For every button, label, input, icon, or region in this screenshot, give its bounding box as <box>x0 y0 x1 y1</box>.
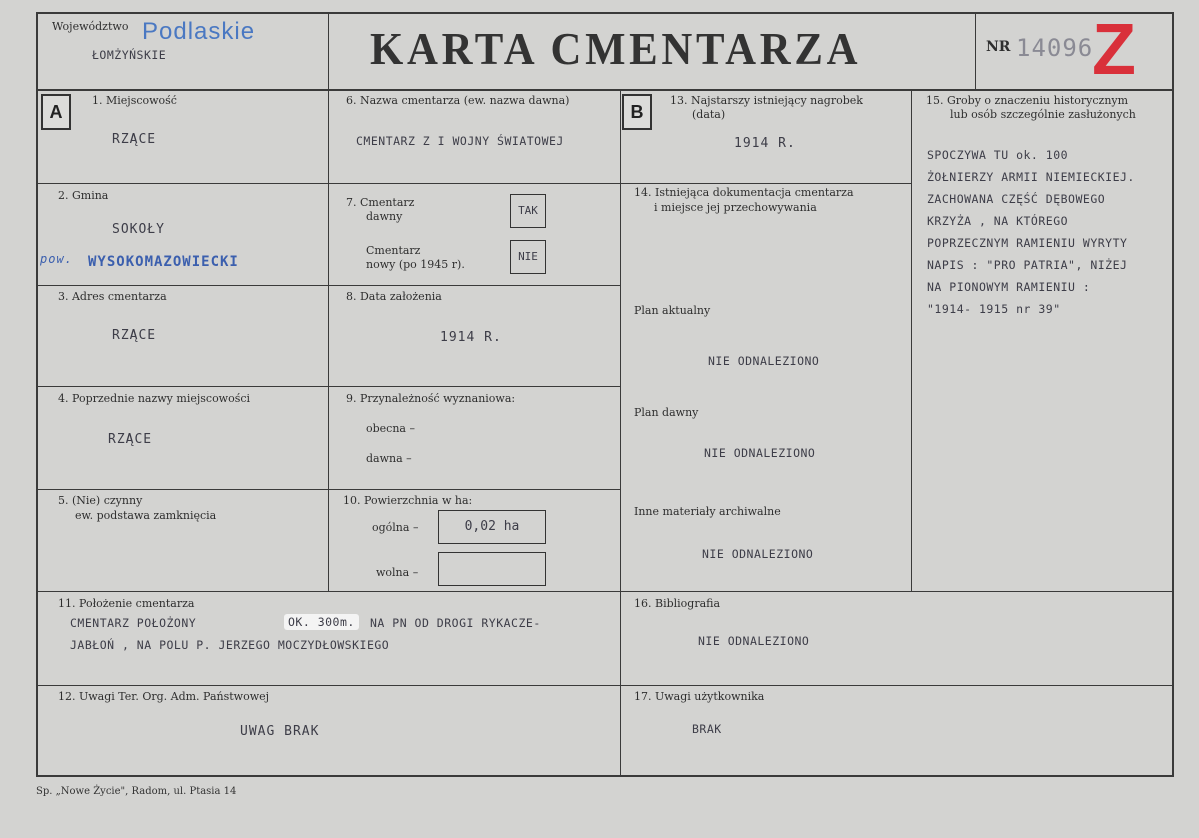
f11-line2: JABŁOŃ , NA POLU P. JERZEGO MOCZYDŁOWSKIEGO <box>70 638 390 652</box>
f15-label: 15. Groby o znaczeniu historycznym <box>926 94 1129 107</box>
b-row-line <box>620 183 912 184</box>
wojewodztwo-handwritten: ŁOMŻYŃSKIE <box>92 48 167 62</box>
f8-value: 1914 R. <box>440 330 502 345</box>
f9-label: 9. Przynależność wyznaniowa: <box>346 392 516 405</box>
f11-ok: OK. 300m. <box>284 614 359 630</box>
f2-value: SOKOŁY <box>112 222 165 237</box>
col-line-3 <box>911 89 912 591</box>
f7-dawny: dawny <box>366 210 403 223</box>
f10-ogolna: ogólna – <box>372 521 419 534</box>
f3-label: 3. Adres cmentarza <box>58 290 167 303</box>
row-line-6 <box>36 685 1174 686</box>
f8-label: 8. Data założenia <box>346 290 442 303</box>
row-line-1 <box>36 183 621 184</box>
printer-footer: Sp. „Nowe Życie", Radom, ul. Ptasia 14 <box>36 786 237 797</box>
f15-line: "1914- 1915 nr 39" <box>927 302 1061 316</box>
f4-label: 4. Poprzednie nazwy miejscowości <box>58 392 251 405</box>
f6-label: 6. Nazwa cmentarza (ew. nazwa dawna) <box>346 94 570 107</box>
wojewodztwo-stamp: Podlaskie <box>142 18 256 45</box>
f15-sub: lub osób szczególnie zasłużonych <box>950 108 1136 121</box>
f15-line: POPRZECZNYM RAMIENIU WYRYTY <box>927 236 1128 250</box>
f13-value: 1914 R. <box>734 136 796 151</box>
f10-wolna: wolna – <box>376 566 419 579</box>
f3-value: RZĄCE <box>112 328 157 343</box>
plan-dawny-label: Plan dawny <box>634 406 699 419</box>
inne-label: Inne materiały archiwalne <box>634 505 781 518</box>
header-vline-1 <box>328 12 329 90</box>
f7-nowy: nowy (po 1945 r). <box>366 258 465 271</box>
plan-aktualny-label: Plan aktualny <box>634 304 711 317</box>
section-a-letter: A <box>41 94 71 130</box>
header-vline-2 <box>975 12 976 90</box>
f15-line: ŻOŁNIERZY ARMII NIEMIECKIEJ. <box>927 170 1135 184</box>
col-line-2 <box>620 89 621 777</box>
row-line-4 <box>36 489 621 490</box>
plan-dawny-value: NIE ODNALEZIONO <box>704 446 816 460</box>
f17-label: 17. Uwagi użytkownika <box>634 690 765 703</box>
f6-value: CMENTARZ Z I WOJNY ŚWIATOWEJ <box>356 134 564 148</box>
f9-dawna: dawna – <box>366 452 412 465</box>
f13-sub: (data) <box>692 108 726 121</box>
f7-label: 7. Cmentarz <box>346 196 415 209</box>
f16-label: 16. Bibliografia <box>634 597 721 610</box>
z-mark: Z <box>1092 10 1136 90</box>
nr-value: 14096 <box>1016 34 1094 62</box>
f15-line: KRZYŻA , NA KTÓREGO <box>927 214 1069 228</box>
f4-value: RZĄCE <box>108 432 153 447</box>
row-line-3 <box>36 386 621 387</box>
f15-line: NAPIS : "PRO PATRIA", NIŻEJ <box>927 258 1128 272</box>
f12-label: 12. Uwagi Ter. Org. Adm. Państwowej <box>58 690 270 703</box>
page-title: KARTA CMENTARZA <box>370 23 862 74</box>
f14-label: 14. Istniejąca dokumentacja cmentarza <box>634 186 854 199</box>
plan-aktualny-value: NIE ODNALEZIONO <box>708 354 820 368</box>
f11-label: 11. Położenie cmentarza <box>58 597 195 610</box>
f10-label: 10. Powierzchnia w ha: <box>343 494 473 507</box>
row-line-5 <box>36 591 1174 592</box>
nr-label: NR <box>986 39 1011 55</box>
row-line-2 <box>36 285 621 286</box>
f15-line: SPOCZYWA TU ok. 100 <box>927 148 1069 162</box>
section-b-letter: B <box>622 94 652 130</box>
f13-label: 13. Najstarszy istniejący nagrobek <box>670 94 863 107</box>
f11-line1b: NA PN OD DROGI RYKACZE- <box>370 616 541 630</box>
f7-dawny-box: TAK <box>510 194 546 228</box>
f17-value: BRAK <box>692 722 722 736</box>
inne-value: NIE ODNALEZIONO <box>702 547 814 561</box>
f7-nowy-label: Cmentarz <box>366 244 421 257</box>
f9-obecna: obecna – <box>366 422 415 435</box>
f16-value: NIE ODNALEZIONO <box>698 634 810 648</box>
f5-label: 5. (Nie) czynny <box>58 494 143 507</box>
f2-pow: pow. <box>40 252 73 266</box>
f12-value: UWAG BRAK <box>240 724 320 739</box>
wojewodztwo-label: Województwo <box>52 20 129 33</box>
f1-label: 1. Miejscowość <box>92 94 177 107</box>
f10-wolna-box <box>438 552 546 586</box>
f7-nowy-box: NIE <box>510 240 546 274</box>
header-divider <box>36 89 1174 91</box>
f14-sub: i miejsce jej przechowywania <box>654 201 817 214</box>
f2-label: 2. Gmina <box>58 189 109 202</box>
f2-pow-value: WYSOKOMAZOWIECKI <box>88 254 239 270</box>
col-line-1 <box>328 89 329 591</box>
f11-line1: CMENTARZ POŁOŻONY <box>70 616 197 630</box>
f1-value: RZĄCE <box>112 132 157 147</box>
f15-line: ZACHOWANA CZĘŚĆ DĘBOWEGO <box>927 192 1106 206</box>
f15-line: NA PIONOWYM RAMIENIU : <box>927 280 1091 294</box>
f5-sub: ew. podstawa zamknięcia <box>75 509 217 522</box>
f10-ogolna-box: 0,02 ha <box>438 510 546 544</box>
